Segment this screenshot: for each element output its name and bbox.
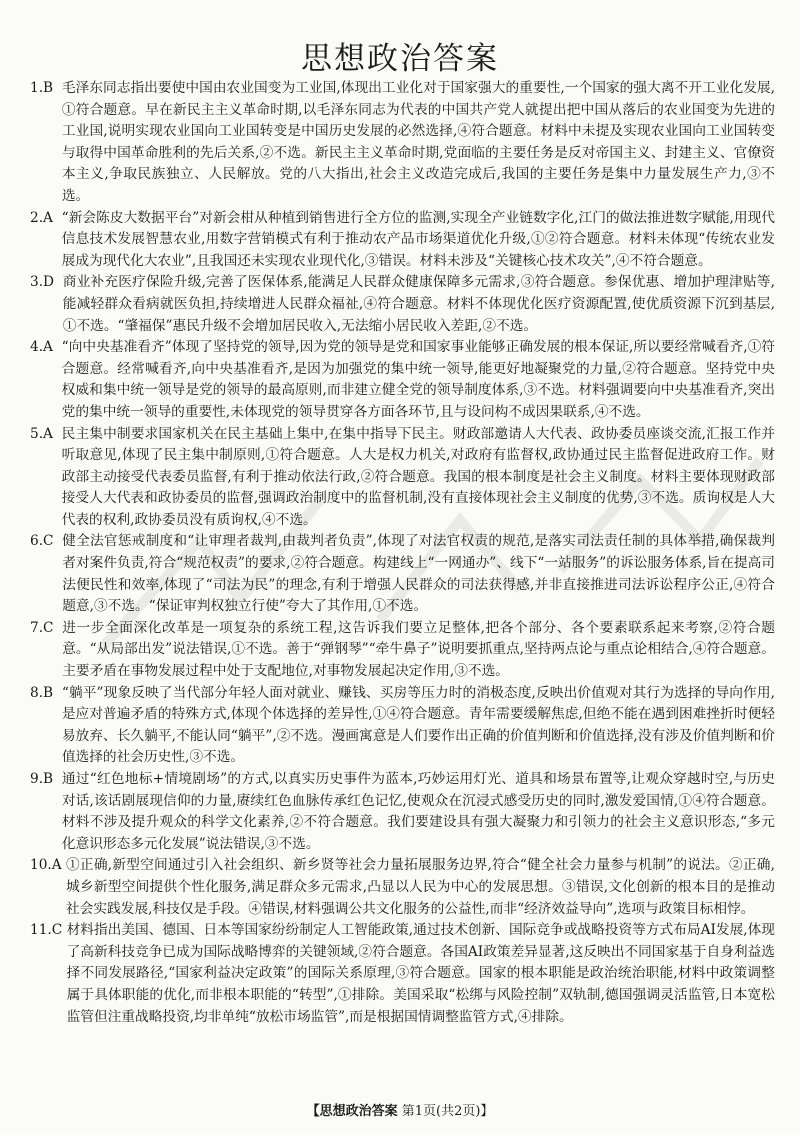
answer-list — [30, 78, 775, 1028]
answer-text: “新会陈皮大数据平台”对新会柑从种植到销售进行全方位的监测,实现全产业链数字化,江门的做法推进数字赋能,用现代信息技术发展智慧农业,用数字营销模式有利于推动农产品市场渠道优化升级,①②符合题意。材料未体现“传统农业发展成为现代化大农业”,且我国还未实现农业现代化,③错误。材料未涉及“关键核心技术攻关”,④不符合题意。 — [61, 209, 775, 269]
answer-item — [30, 531, 775, 617]
answer-text: 材料指出美国、德国、日本等国家纷纷制定人工智能政策,通过技术创新、国际竞争或战略投资等方式布局AI发展,体现了高新科技竞争已成为国际战略博弈的关键领域,②符合题意。各国AI政策差异显著,这反映出不同国家基于自身利益选择不同发展路径,“国家利益决定政策”的国际关系原理,③符合题意。国家的根本职能是政治统治职能,材料中政策调整属于具体职能的优化,而非根本职能的“转型”,①排除。美国采取“松绑与风险控制”双轨制,德国强调灵活监管,日本宽松监管但注重战略投资,均非单纯“放松市场监管”,而是根据国情调整监管方式,④排除。 — [66, 922, 775, 1025]
answer-number: 2.A — [30, 209, 62, 226]
page-title: 思想政治答案 — [301, 40, 499, 77]
answer-number: 4.A — [30, 339, 62, 356]
answer-item — [30, 683, 775, 769]
answer-number: 11.C — [30, 922, 67, 939]
answer-text: 商业补充医疗保险升级,完善了医保体系,能满足人民群众健康保障多元需求,③符合题意。参保优惠、增加护理津贴等,能减轻群众看病就医负担,持续增进人民群众福祉,④符合题意。材料不体现优化医疗资源配置,使优质资源下沉到基层,①不选。“肇福保”惠民升级不会增加居民收入,无法缩小居民收入差距,②不选。 — [62, 274, 775, 334]
answer-item — [30, 208, 775, 273]
answer-item — [30, 78, 775, 208]
answer-number: 7.C — [30, 619, 63, 636]
answer-text: 通过“红色地标+情境剧场”的方式,以真实历史事件为蓝本,巧妙运用灯光、道具和场景布置等,让观众穿越时空,与历史对话,该话剧展现信仰的力量,赓续红色血脉传承红色记忆,使观众在沉浸式感受历史的同时,激发爱国情,①④符合题意。材料不涉及提升观众的科学文化素养,②不符合题意。我们要建设具有强大凝聚力和引领力的社会主义意识形态,“多元化意识形态多元化发展”说法错误,③不选。 — [61, 771, 775, 852]
answer-text: 进一步全面深化改革是一项复杂的系统工程,这告诉我们要立足整体,把各个部分、各个要素联系起来考察,②符合题意。“从局部出发”说法错误,①不选。善于“弹钢琴”“牵牛鼻子”说明要抓重点,坚持两点论与重点论相结合,④符合题意。主要矛盾在事物发展过程中处于支配地位,对事物发展起决定作用,③不选。 — [62, 619, 775, 680]
answer-text: 毛泽东同志指出要使中国由农业国变为工业国,体现出工业化对于国家强大的重要性,一个国家的强大离不开工业化发展,①符合题意。早在新民主主义革命时期,以毛泽东同志为代表的中国共产党人就提出把中国从落后的农业国变为先进的工业国,说明实现农业国向工业国转变是中国历史发展的必然选择,④符合题意。材料中未提及实现农业国向工业国转变与取得中国革命胜利的先后关系,②不选。新民主主义革命时期,党面临的主要任务是反对帝国主义、封建主义、官僚资本主义,争取民族独立、人民解放。党的八大指出,社会主义改造完成后,我国的主要任务是集中力量发展生产力,③不选。 — [61, 80, 775, 204]
answer-number: 8.B — [30, 684, 62, 701]
answer-number: 1.B — [30, 80, 62, 96]
footer-subject: 【思想政治答案 — [306, 1104, 398, 1119]
answer-item — [30, 618, 775, 683]
answer-number: 6.C — [30, 533, 63, 550]
answer-item — [30, 424, 775, 532]
page-footer — [0, 1100, 800, 1119]
answer-text: “向中央基准看齐”体现了坚持党的领导,因为党的领导是党和国家事业能够正确发展的根本保证,所以要经常喊看齐,①符合题意。经常喊看齐,向中央基准看齐,是因为加强党的集中统一领导,能更好地凝聚党的力量,②符合题意。坚持党中央权威和集中统一领导是党的领导的最高原则,而非建立健全党的领导制度体系,③不选。材料强调要向中央基准看齐,突出党的集中统一领导的重要性,未体现党的领导贯穿各方面各环节,且与设问构不成因果联系,④不选。 — [61, 339, 775, 420]
answer-text: 民主集中制要求国家机关在民主基础上集中,在集中指导下民主。财政部邀请人大代表、政协委员座谈交流,汇报工作并听取意见,体现了民主集中制原则,①符合题意。人大是权力机关,对政府有监督权,政协通过民主监督促进政府工作。财政部主动接受代表委员监督,有利于推动依法行政,②符合题意。我国的根本制度是社会主义制度。材料主要体现财政部接受人大代表和政协委员的监督,强调政治制度中的监督机制,没有直接体现社会主义制度的优势,③不选。质询权是人大代表的权利,政协委员没有质询权,④不选。 — [61, 425, 775, 528]
answer-text: “躺平”现象反映了当代部分年轻人面对就业、赚钱、买房等压力时的消极态度,反映出价值观对其行为选择的导向作用,是应对普遍矛盾的特殊方式,体现个体选择的差异性,①④符合题意。青年需要缓解焦虑,但绝不能在遇到困难挫折时便轻易放弃、长久躺平,不能认同“躺平”,②不选。漫画寓意是人们要作出正确的价值判断和价值选择,没有涉及价值判断和价值选择的社会历史性,③不选。 — [61, 684, 775, 766]
answer-item — [30, 337, 775, 423]
answer-number: 9.B — [30, 771, 62, 787]
answer-number: 5.A — [30, 425, 62, 442]
answer-number: 3.D — [30, 274, 63, 291]
footer-page-number: 第1页(共2页)】 — [401, 1104, 494, 1119]
answer-text: ①正确,新型空间通过引入社会组织、新乡贤等社会力量拓展服务边界,符合“健全社会力量参与机制”的说法。②正确,城乡新型空间提供个性化服务,满足群众多元需求,凸显以人民为中心的发展思想。③错误,文化创新的根本目的是推动社会实践发展,科技仅是手段。④错误,材料强调公共文化服务的公益性,而非“经济效益导向”,选项与政策目标相悖。 — [66, 857, 775, 917]
answer-item — [30, 272, 775, 337]
answer-item — [30, 920, 775, 1028]
answer-item — [30, 855, 775, 920]
answer-text: 健全法官惩戒制度和“让审理者裁判,由裁判者负责”,体现了对法官权责的规范,是落实司法责任制的具体举措,确保裁判者对案件负责,符合“规范权责”的要求,②符合题意。构建线上“一网通办”、线下“一站服务”的诉讼服务体系,旨在提高司法便民性和效率,体现了“司法为民”的理念,有利于增强人民群众的司法获得感,并非直接推进司法诉讼程序公正,④符合题意,③不选。“保证审判权独立行使”夸大了其作用,①不选。 — [62, 533, 775, 615]
answer-item — [30, 769, 775, 855]
answer-number: 10.A — [30, 857, 67, 874]
